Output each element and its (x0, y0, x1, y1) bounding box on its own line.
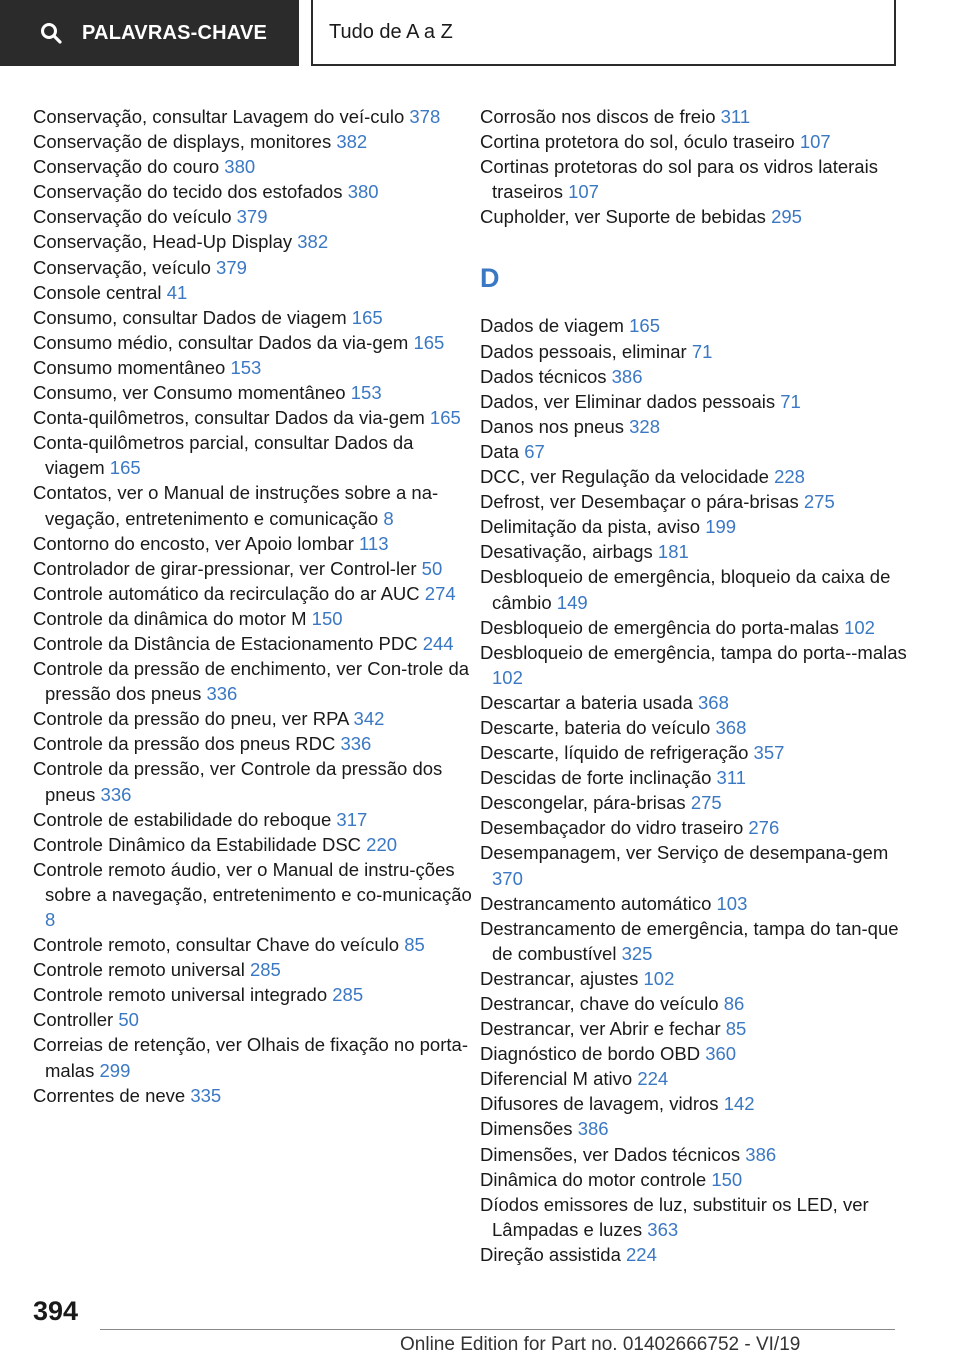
index-entry-text: Controle da Distância de Estacionamento PDC (33, 632, 418, 654)
index-entry (480, 104, 920, 129)
index-entry (33, 480, 473, 530)
index-entry (33, 706, 473, 731)
index-entry-text: Consumo médio, consultar Dados da via-gem (33, 331, 409, 353)
page-link[interactable]: 360 (705, 1043, 737, 1065)
page-link[interactable]: 50 (421, 557, 443, 579)
index-entry-text: Controller (33, 1009, 114, 1031)
index-entry-text: Conservação do couro (33, 156, 220, 178)
index-entry (33, 355, 473, 380)
page-link[interactable]: 102 (643, 967, 675, 989)
index-entry-text: Descidas de forte inclinação (480, 767, 712, 789)
index-entry (480, 765, 920, 790)
index-entry (480, 339, 920, 364)
page-link[interactable]: 224 (637, 1068, 669, 1090)
index-entry-text: DCC, ver Regulação da velocidade (480, 466, 769, 488)
index-entry (33, 1083, 473, 1108)
page-link[interactable]: 363 (647, 1218, 679, 1240)
index-entry-text: Diferencial M ativo (480, 1068, 633, 1090)
page-link[interactable]: 276 (748, 817, 780, 839)
index-entry-text: Desembaçador do vidro traseiro (480, 817, 744, 839)
index-entry (33, 756, 473, 806)
page-link[interactable]: 71 (691, 340, 713, 362)
page-link[interactable]: 85 (725, 1018, 747, 1040)
index-entry (33, 280, 473, 305)
index-entry (33, 731, 473, 756)
index-entry (480, 891, 920, 916)
index-entry-text: Controle da pressão, ver Controle da pressão dos pneus (33, 758, 443, 805)
index-entry-text: Descartar a bateria usada (480, 691, 693, 713)
index-entry-text: Conservação do veículo (33, 206, 232, 228)
index-entry-text: Destrancar, ver Abrir e fechar (480, 1018, 721, 1040)
index-entry (33, 631, 473, 656)
page-link[interactable]: 165 (109, 457, 141, 479)
index-entry-text: Dados de viagem (480, 315, 624, 337)
index-entry-text: Conservação, Head-Up Display (33, 231, 293, 253)
index-entry (33, 154, 473, 179)
index-entry (480, 1116, 920, 1141)
page-link[interactable]: 67 (524, 440, 545, 462)
index-entry (480, 715, 920, 740)
index-entry (480, 991, 920, 1016)
index-entry (480, 615, 920, 640)
index-entry (33, 957, 473, 982)
index-entry (33, 380, 473, 405)
index-list (33, 104, 473, 1108)
page-link[interactable]: 285 (332, 984, 364, 1006)
page-link[interactable]: 342 (353, 708, 385, 730)
page-link[interactable]: 102 (844, 616, 875, 638)
page-link[interactable]: 328 (629, 415, 661, 437)
page-link[interactable]: 102 (492, 666, 523, 688)
index-entry-text: Controle de estabilidade do reboque (33, 808, 332, 830)
index-entry-text: Defrost, ver Desembaçar o pára-brisas (480, 491, 799, 513)
page-link[interactable]: 275 (803, 491, 835, 513)
page-link[interactable]: 368 (715, 716, 747, 738)
index-entry-text: Descarte, líquido de refrigeração (480, 742, 749, 764)
index-entry-text: Destrancar, chave do veículo (480, 993, 719, 1014)
index-entry-text: Conservação, veículo (33, 256, 211, 278)
index-entry (33, 229, 473, 254)
page-link[interactable]: 86 (723, 993, 745, 1014)
page-link[interactable]: 325 (621, 942, 653, 964)
index-entry (33, 832, 473, 857)
index-entry-text: Contatos, ver o Manual de instruções sobre a na-vegação, entretenimento e comunicação (33, 482, 439, 529)
index-entry (33, 656, 473, 706)
tab-a-to-z[interactable]: Tudo de A a Z (311, 0, 896, 66)
index-entry (480, 129, 920, 154)
index-entry-text: Desativação, airbags (480, 541, 653, 563)
index-entry-text: Controle da pressão dos pneus RDC (33, 733, 336, 755)
index-entry-text: Controle remoto, consultar Chave do veículo (33, 934, 400, 956)
index-entry-text: Desbloqueio de emergência, bloqueio da caixa de câmbio (480, 566, 891, 613)
index-entry-text: Destrancamento de emergência, tampa do tan-que de combustível (480, 917, 899, 964)
page-link[interactable]: 386 (577, 1118, 609, 1140)
page-link[interactable]: 317 (336, 808, 368, 830)
page-link[interactable]: 85 (404, 934, 425, 956)
page-link[interactable]: 336 (340, 733, 372, 755)
page-link[interactable]: 368 (698, 691, 729, 713)
index-entry (33, 430, 473, 480)
search-icon (40, 22, 62, 44)
page-link[interactable]: 370 (492, 867, 523, 889)
index-entry (480, 690, 920, 715)
index-entry (33, 179, 473, 204)
index-entry (480, 389, 920, 414)
page-link[interactable]: 228 (774, 466, 805, 488)
index-entry-text: Descongelar, pára-brisas (480, 792, 686, 814)
index-entry (480, 815, 920, 840)
page-link[interactable]: 274 (424, 582, 456, 604)
index-entry (480, 1091, 920, 1116)
page-link[interactable]: 165 (413, 331, 445, 353)
index-entry-text: Consumo, consultar Dados de viagem (33, 306, 347, 328)
index-list (480, 104, 920, 229)
index-entry-text: Consumo momentâneo (33, 356, 226, 378)
page-link[interactable]: 8 (45, 909, 56, 930)
index-entry-text: Conta-quilômetros parcial, consultar Dados da viagem (33, 432, 414, 479)
index-entry (480, 740, 920, 765)
page-link[interactable]: 71 (780, 390, 801, 412)
index-entry (480, 966, 920, 991)
index-entry (33, 982, 473, 1007)
index-entry-text: Correntes de neve (33, 1084, 186, 1106)
index-entry-text: Contorno do encosto, ver Apoio lombar (33, 532, 354, 554)
index-entry-text: Direção assistida (480, 1243, 621, 1265)
page-link[interactable]: 41 (166, 281, 188, 303)
index-entry-text: Destrancamento automático (480, 892, 712, 914)
index-entry (33, 531, 473, 556)
page-link[interactable]: 113 (359, 532, 389, 554)
page-link[interactable]: 380 (224, 156, 256, 178)
page-link[interactable]: 336 (206, 683, 238, 705)
page-link[interactable]: 378 (409, 106, 441, 127)
page-link[interactable]: 165 (351, 306, 383, 328)
page-link[interactable]: 150 (711, 1168, 743, 1190)
page-link[interactable]: 382 (297, 231, 329, 253)
page-link[interactable]: 220 (366, 833, 398, 855)
index-entry-text: Correias de retenção, ver Olhais de fixação no porta-malas (33, 1034, 468, 1081)
page-link[interactable]: 386 (611, 365, 643, 387)
top-navigation-bar (0, 0, 960, 66)
page-link[interactable]: 335 (190, 1084, 222, 1106)
index-entry-text: Desempanagem, ver Serviço de desempana-gem (480, 842, 889, 864)
page-link[interactable]: 165 (629, 315, 660, 337)
index-entry-text: Console central (33, 281, 162, 303)
index-entry-text: Cortinas protetoras do sol para os vidros laterais traseiros (480, 156, 878, 203)
index-entry-text: Dados técnicos (480, 365, 607, 387)
index-entry (33, 807, 473, 832)
index-entry (480, 154, 920, 204)
page-link[interactable]: 357 (753, 742, 785, 764)
index-entry-text: Controle automático da recirculação do ar AUC (33, 582, 420, 604)
index-entry (480, 1041, 920, 1066)
index-entry-text: Díodos emissores de luz, substituir os LED, ver Lâmpadas e luzes (480, 1193, 869, 1240)
index-column-right (480, 104, 920, 1267)
index-entry (33, 104, 473, 129)
index-entry (480, 539, 920, 564)
index-entry-text: Controle da dinâmica do motor M (33, 607, 307, 629)
index-entry (480, 1016, 920, 1041)
page-number: 394 (33, 1296, 79, 1326)
index-entry (33, 1032, 473, 1082)
index-entry-text: Desbloqueio de emergência do porta-malas (480, 616, 839, 638)
page-link[interactable]: 382 (336, 131, 368, 153)
page-link[interactable]: 165 (429, 407, 461, 429)
index-entry (33, 556, 473, 581)
index-entry (33, 857, 473, 932)
page-link[interactable]: 150 (311, 607, 343, 629)
index-entry (33, 1007, 473, 1032)
index-entry (480, 640, 920, 690)
index-entry (480, 1142, 920, 1167)
page-link[interactable]: 199 (705, 516, 737, 538)
index-entry (480, 464, 920, 489)
index-entry-text: Controle remoto universal integrado (33, 984, 328, 1006)
index-entry-text: Delimitação da pista, aviso (480, 516, 701, 538)
index-entry-text: Controle remoto áudio, ver o Manual de instru-ções sobre a navegação, entretenimento e co-municação (33, 858, 472, 905)
index-entry (33, 606, 473, 631)
page-link[interactable]: 181 (657, 541, 689, 563)
index-entry (480, 1066, 920, 1091)
index-entry (480, 439, 920, 464)
page-link[interactable]: 379 (216, 256, 247, 278)
page-link[interactable]: 149 (556, 591, 588, 613)
page-link[interactable]: 153 (350, 382, 382, 404)
index-entry-text: Conta-quilômetros, consultar Dados da via-gem (33, 407, 425, 429)
index-entry (480, 790, 920, 815)
page-link[interactable]: 311 (720, 106, 751, 127)
index-entry-text: Dimensões, ver Dados técnicos (480, 1143, 741, 1165)
index-entry (33, 932, 473, 957)
index-entry (480, 204, 920, 229)
page-link[interactable]: 275 (690, 792, 722, 814)
index-entry (33, 330, 473, 355)
index-entry (480, 1242, 920, 1267)
index-entry-text: Diagnóstico de bordo OBD (480, 1043, 701, 1065)
page-link[interactable]: 379 (236, 206, 268, 228)
index-entry (480, 514, 920, 539)
footer-edition-text: Online Edition for Part no. 01402666752 - VI/19 (400, 1334, 801, 1355)
keywords-label: PALAVRAS-CHAVE (82, 21, 268, 44)
index-entry-text: Destrancar, ajustes (480, 967, 639, 989)
page-link[interactable]: 142 (723, 1093, 755, 1115)
page-link[interactable]: 295 (771, 206, 802, 228)
index-entry-text: Descarte, bateria do veículo (480, 716, 711, 738)
index-entry (480, 916, 920, 966)
index-entry-text: Danos nos pneus (480, 415, 624, 437)
page-link[interactable]: 336 (100, 783, 132, 805)
index-entry (480, 489, 920, 514)
index-entry-text: Dados, ver Eliminar dados pessoais (480, 390, 776, 412)
index-entry-text: Desbloqueio de emergência, tampa do porta--malas (480, 641, 907, 663)
page-link[interactable]: 103 (716, 892, 748, 914)
index-entry (480, 840, 920, 890)
index-entry (33, 129, 473, 154)
index-entry-text: Controlador de girar-pressionar, ver Control-ler (33, 557, 417, 579)
index-entry-text: Consumo, ver Consumo momentâneo (33, 382, 346, 404)
index-entry (33, 305, 473, 330)
index-entry (480, 414, 920, 439)
index-entry-text: Controle remoto universal (33, 959, 245, 981)
index-entry (33, 204, 473, 229)
index-entry (480, 1192, 920, 1242)
section-letter: D (480, 263, 500, 294)
index-entry-text: Dados pessoais, eliminar (480, 340, 687, 362)
keywords-button[interactable] (0, 0, 299, 66)
index-entry-text: Dimensões (480, 1118, 573, 1140)
page-link[interactable]: 153 (230, 356, 262, 378)
index-entry-text: Corrosão nos discos de freio (480, 106, 716, 127)
page-link[interactable]: 285 (249, 959, 281, 981)
page-link[interactable]: 107 (568, 181, 599, 203)
index-entry-text: Difusores de lavagem, vidros (480, 1093, 719, 1115)
index-entry-text: Controle da pressão do pneu, ver RPA (33, 708, 349, 730)
index-entry (33, 405, 473, 430)
index-entry-text: Conservação de displays, monitores (33, 131, 332, 153)
page-link[interactable]: 50 (118, 1009, 139, 1031)
index-entry (480, 313, 920, 338)
page-link[interactable]: 380 (347, 181, 379, 203)
footer-divider (100, 1329, 895, 1330)
index-entry (33, 255, 473, 280)
index-entry (480, 564, 920, 614)
page-link[interactable]: 107 (799, 131, 831, 153)
index-entry-text: Conservação do tecido dos estofados (33, 181, 343, 203)
index-entry-text: Controle Dinâmico da Estabilidade DSC (33, 833, 362, 855)
index-entry-text: Conservação, consultar Lavagem do veí-culo (33, 106, 405, 127)
page-link[interactable]: 8 (383, 507, 394, 529)
index-list (480, 313, 920, 1267)
index-column-left (33, 104, 473, 1108)
page-link[interactable]: 244 (422, 632, 454, 654)
index-entry-text: Controle da pressão de enchimento, ver Con-trole da pressão dos pneus (33, 658, 470, 705)
index-entry-text: Cupholder, ver Suporte de bebidas (480, 206, 766, 228)
page-link[interactable]: 386 (745, 1143, 777, 1165)
page-link[interactable]: 299 (99, 1059, 131, 1081)
page-link[interactable]: 224 (626, 1243, 657, 1265)
index-entry (33, 581, 473, 606)
index-entry (480, 1167, 920, 1192)
page-link[interactable]: 311 (716, 767, 747, 789)
index-entry-text: Dinâmica do motor controle (480, 1168, 707, 1190)
index-entry-text: Data (480, 440, 520, 462)
index-entry-text: Cortina protetora do sol, óculo traseiro (480, 131, 795, 153)
index-entry (480, 364, 920, 389)
